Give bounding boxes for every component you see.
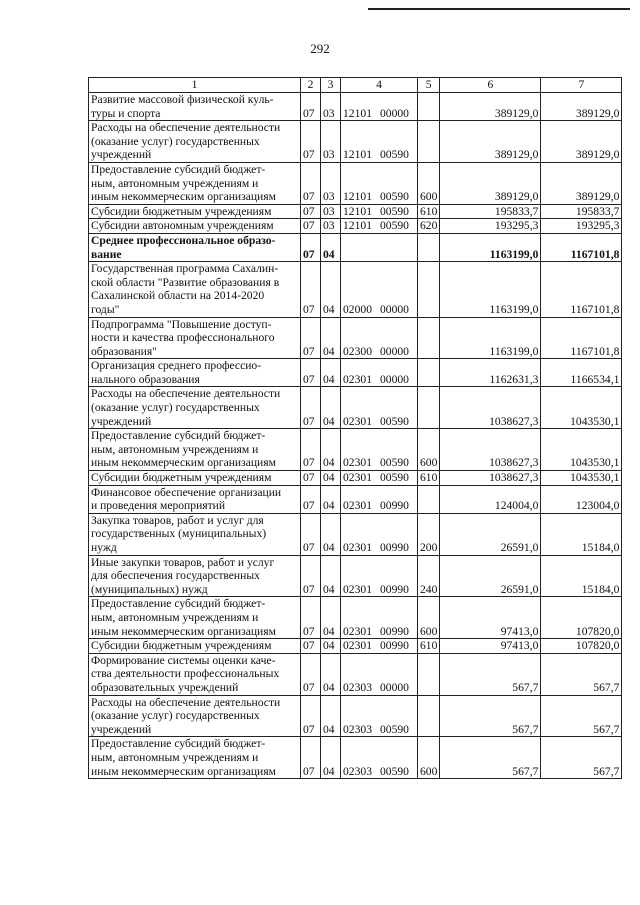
target-article-code: [341, 737, 418, 779]
item-code: 00990: [379, 499, 409, 513]
header-row: [89, 78, 622, 93]
table-row: [89, 359, 622, 387]
section-code: 07: [301, 429, 321, 471]
row-name-line: иным некоммерческим организациям: [91, 456, 276, 470]
expense-type-code: 620: [418, 219, 440, 234]
expense-type-code: 600: [418, 162, 440, 204]
target-article-code: [341, 204, 418, 219]
program-code: 02301: [343, 639, 372, 653]
subsection-code: 04: [321, 233, 341, 261]
row-name: [89, 639, 301, 654]
subsection-code: 04: [321, 695, 341, 737]
expense-type-code: [418, 695, 440, 737]
row-name-line: ным, автономным учреждениям и: [91, 176, 259, 190]
program-code: 02301: [343, 624, 372, 638]
subsection-code: 03: [321, 204, 341, 219]
row-name: [89, 262, 301, 317]
amount-year-1: 1038627,3: [440, 471, 541, 486]
program-code: 02300: [343, 344, 372, 358]
expense-type-code: [418, 359, 440, 387]
amount-year-1: 97413,0: [440, 597, 541, 639]
row-name-line: и проведения мероприятий: [91, 499, 226, 513]
target-article-code: [341, 262, 418, 317]
program-code: 02303: [343, 764, 372, 778]
row-name-line: Предоставление субсидий бюджет-: [91, 162, 266, 176]
amount-year-1: 26591,0: [440, 555, 541, 597]
expense-type-code: 600: [418, 429, 440, 471]
amount-year-1: 1163199,0: [440, 262, 541, 317]
row-name: [89, 737, 301, 779]
row-name-line: (оказание услуг) государственных: [91, 709, 260, 723]
row-name-line: Предоставление субсидий бюджет-: [91, 597, 266, 611]
row-name-line: иным некоммерческим организациям: [91, 190, 276, 204]
item-code: 00590: [379, 414, 409, 428]
subsection-code: 04: [321, 317, 341, 359]
row-name: [89, 653, 301, 695]
expense-type-code: [418, 121, 440, 163]
target-article-code: [341, 317, 418, 359]
row-name-line: Субсидии бюджетным учреждениям: [91, 639, 272, 653]
program-code: 02301: [343, 499, 372, 513]
table-row: [89, 653, 622, 695]
expense-type-code: 200: [418, 513, 440, 555]
row-name: [89, 317, 301, 359]
table-row: [89, 639, 622, 654]
table-row: [89, 262, 622, 317]
row-name-line: Расходы на обеспечение деятельности: [91, 387, 281, 401]
subsection-code: 04: [321, 471, 341, 486]
section-code: 07: [301, 597, 321, 639]
section-code: 07: [301, 359, 321, 387]
row-name-line: государственных (муниципальных): [91, 527, 267, 541]
row-name: [89, 233, 301, 261]
table-row: [89, 121, 622, 163]
row-name: [89, 387, 301, 429]
target-article-code: [341, 695, 418, 737]
amount-year-1: 389129,0: [440, 162, 541, 204]
row-name-line: (муниципальных) нужд: [91, 582, 208, 596]
item-code: 00990: [379, 624, 409, 638]
table-row: [89, 233, 622, 261]
expense-type-code: 600: [418, 597, 440, 639]
row-name: [89, 204, 301, 219]
amount-year-2: 15184,0: [541, 555, 622, 597]
row-name-line: Предоставление субсидий бюджет-: [91, 429, 266, 443]
section-code: 07: [301, 555, 321, 597]
table-row: [89, 429, 622, 471]
row-name: [89, 471, 301, 486]
row-name-line: туры и спорта: [91, 106, 161, 120]
expense-type-code: 240: [418, 555, 440, 597]
row-name: [89, 359, 301, 387]
column-header: 1: [89, 78, 301, 93]
row-name-line: ным, автономным учреждениям и: [91, 750, 259, 764]
expense-type-code: [418, 317, 440, 359]
budget-table: [88, 77, 622, 779]
program-code: 12101: [343, 190, 372, 204]
table-body: [89, 93, 622, 779]
program-code: 02301: [343, 471, 372, 485]
amount-year-2: 123004,0: [541, 485, 622, 513]
amount-year-2: 195833,7: [541, 204, 622, 219]
item-code: 00590: [379, 722, 409, 736]
item-code: 00000: [379, 106, 409, 120]
amount-year-2: 389129,0: [541, 121, 622, 163]
row-name: [89, 429, 301, 471]
expense-type-code: 610: [418, 471, 440, 486]
amount-year-2: 1043530,1: [541, 387, 622, 429]
amount-year-2: 567,7: [541, 653, 622, 695]
item-code: 00000: [379, 372, 409, 386]
target-article-code: [341, 471, 418, 486]
section-code: 07: [301, 471, 321, 486]
row-name-line: ным, автономным учреждениям и: [91, 442, 259, 456]
row-name-line: Субсидии бюджетным учреждениям: [91, 471, 272, 485]
program-code: 12101: [343, 219, 372, 233]
row-name-line: для обеспечения государственных: [91, 569, 260, 583]
section-code: 07: [301, 262, 321, 317]
row-name: [89, 162, 301, 204]
column-header: 3: [321, 78, 341, 93]
subsection-code: 04: [321, 555, 341, 597]
row-name-line: нужд: [91, 541, 117, 554]
item-code: 00990: [379, 541, 409, 554]
column-header: 5: [418, 78, 440, 93]
item-code: 00590: [379, 148, 409, 162]
amount-year-2: 567,7: [541, 737, 622, 779]
program-code: 12101: [343, 204, 372, 218]
amount-year-2: 107820,0: [541, 639, 622, 654]
row-name-line: Сахалинской области на 2014-2020: [91, 289, 265, 303]
program-code: 02303: [343, 722, 372, 736]
row-name-line: Субсидии бюджетным учреждениям: [91, 204, 272, 218]
amount-year-1: 1038627,3: [440, 429, 541, 471]
row-name-line: Предоставление субсидий бюджет-: [91, 737, 266, 751]
amount-year-2: 389129,0: [541, 162, 622, 204]
section-code: 07: [301, 695, 321, 737]
subsection-code: 03: [321, 93, 341, 121]
amount-year-2: 1167101,8: [541, 317, 622, 359]
subsection-code: 04: [321, 513, 341, 555]
expense-type-code: [418, 653, 440, 695]
target-article-code: [341, 219, 418, 234]
row-name: [89, 695, 301, 737]
amount-year-2: 1043530,1: [541, 429, 622, 471]
row-name: [89, 121, 301, 163]
subsection-code: 04: [321, 597, 341, 639]
row-name-line: Развитие массовой физической куль-: [91, 93, 274, 106]
table-row: [89, 513, 622, 555]
section-code: 07: [301, 485, 321, 513]
amount-year-1: 567,7: [440, 695, 541, 737]
row-name-line: Закупка товаров, работ и услуг для: [91, 513, 264, 527]
program-code: 02301: [343, 414, 372, 428]
table-row: [89, 597, 622, 639]
program-code: 02301: [343, 582, 372, 596]
subsection-code: 04: [321, 653, 341, 695]
column-header: 4: [341, 78, 418, 93]
row-name-line: Расходы на обеспечение деятельности: [91, 121, 281, 135]
program-code: 02301: [343, 372, 372, 386]
table-row: [89, 471, 622, 486]
program-code: 02303: [343, 680, 372, 694]
expense-type-code: [418, 485, 440, 513]
expense-type-code: 610: [418, 639, 440, 654]
row-name-line: (оказание услуг) государственных: [91, 134, 260, 148]
target-article-code: [341, 555, 418, 597]
table-row: [89, 219, 622, 234]
expense-type-code: [418, 387, 440, 429]
section-code: 07: [301, 219, 321, 234]
row-name-line: учреждений: [91, 148, 152, 162]
row-name-line: Иные закупки товаров, работ и услуг: [91, 555, 275, 569]
target-article-code: [341, 485, 418, 513]
amount-year-2: 389129,0: [541, 93, 622, 121]
amount-year-2: 1167101,8: [541, 233, 622, 261]
row-name-line: иным некоммерческим организациям: [91, 624, 276, 638]
subsection-code: 04: [321, 359, 341, 387]
row-name-line: учреждений: [91, 722, 152, 736]
target-article-code: [341, 162, 418, 204]
target-article-code: [341, 639, 418, 654]
amount-year-1: 193295,3: [440, 219, 541, 234]
program-code: 12101: [343, 148, 372, 162]
subsection-code: 04: [321, 387, 341, 429]
target-article-code: [341, 513, 418, 555]
section-code: 07: [301, 653, 321, 695]
target-article-code: [341, 93, 418, 121]
amount-year-1: 26591,0: [440, 513, 541, 555]
amount-year-1: 1162631,3: [440, 359, 541, 387]
subsection-code: 04: [321, 737, 341, 779]
row-name-line: Расходы на обеспечение деятельности: [91, 695, 281, 709]
row-name: [89, 513, 301, 555]
table-row: [89, 387, 622, 429]
program-code: 02301: [343, 456, 372, 470]
row-name-line: Финансовое обеспечение организации: [91, 485, 282, 499]
row-name-line: ным, автономным учреждениям и: [91, 610, 259, 624]
table-row: [89, 162, 622, 204]
expense-type-code: [418, 233, 440, 261]
target-article-code: [341, 387, 418, 429]
target-article-code: [341, 429, 418, 471]
table-row: [89, 93, 622, 121]
row-name-line: учреждений: [91, 414, 152, 428]
table-row: [89, 317, 622, 359]
amount-year-2: 1043530,1: [541, 471, 622, 486]
amount-year-1: 124004,0: [440, 485, 541, 513]
page-number: 292: [310, 41, 330, 56]
amount-year-1: 1038627,3: [440, 387, 541, 429]
row-name-line: ства деятельности профессиональных: [91, 667, 280, 681]
row-name-line: образования": [91, 344, 157, 358]
row-name-line: Формирование системы оценки каче-: [91, 653, 276, 667]
subsection-code: 03: [321, 162, 341, 204]
program-code: 02301: [343, 541, 372, 554]
amount-year-1: 567,7: [440, 653, 541, 695]
column-header: 7: [541, 78, 622, 93]
amount-year-2: 15184,0: [541, 513, 622, 555]
amount-year-2: 1167101,8: [541, 262, 622, 317]
row-name-line: нального образования: [91, 372, 200, 386]
row-name-line: Государственная программа Сахалин-: [91, 262, 279, 276]
expense-type-code: 610: [418, 204, 440, 219]
item-code: 00590: [379, 204, 409, 218]
table-row: [89, 204, 622, 219]
section-code: 07: [301, 639, 321, 654]
section-code: 07: [301, 317, 321, 359]
item-code: 00000: [379, 344, 409, 358]
section-code: 07: [301, 162, 321, 204]
column-header: 2: [301, 78, 321, 93]
row-name: [89, 597, 301, 639]
target-article-code: [341, 597, 418, 639]
amount-year-1: 567,7: [440, 737, 541, 779]
expense-type-code: [418, 262, 440, 317]
section-code: 07: [301, 233, 321, 261]
item-code: 00590: [379, 190, 409, 204]
row-name-line: ности и качества профессионального: [91, 331, 275, 345]
item-code: 00000: [379, 302, 409, 316]
amount-year-1: 389129,0: [440, 121, 541, 163]
row-name-line: (оказание услуг) государственных: [91, 401, 260, 415]
row-name-line: образовательных учреждений: [91, 680, 239, 694]
section-code: 07: [301, 387, 321, 429]
target-article-code: [341, 121, 418, 163]
target-article-code: [341, 233, 418, 261]
item-code: 00990: [379, 639, 409, 653]
row-name-line: Организация среднего профессио-: [91, 359, 262, 373]
amount-year-2: 107820,0: [541, 597, 622, 639]
section-code: 07: [301, 121, 321, 163]
target-article-code: [341, 653, 418, 695]
amount-year-2: 567,7: [541, 695, 622, 737]
row-name-line: Среднее профессиональное образо-: [91, 233, 276, 247]
subsection-code: 04: [321, 485, 341, 513]
table-row: [89, 737, 622, 779]
amount-year-1: 195833,7: [440, 204, 541, 219]
expense-type-code: [418, 93, 440, 121]
section-code: 07: [301, 513, 321, 555]
target-article-code: [341, 359, 418, 387]
item-code: 00590: [379, 219, 409, 233]
item-code: 00590: [379, 471, 409, 485]
subsection-code: 04: [321, 639, 341, 654]
program-code: 12101: [343, 106, 372, 120]
row-name: [89, 219, 301, 234]
expense-type-code: 600: [418, 737, 440, 779]
amount-year-1: 1163199,0: [440, 317, 541, 359]
program-code: 02000: [343, 302, 372, 316]
row-name: [89, 485, 301, 513]
row-name: [89, 555, 301, 597]
row-name-line: ской области "Развитие образования в: [91, 275, 280, 289]
amount-year-1: 97413,0: [440, 639, 541, 654]
section-code: 07: [301, 737, 321, 779]
amount-year-1: 1163199,0: [440, 233, 541, 261]
row-name-line: Субсидии автономным учреждениям: [91, 219, 274, 233]
row-name-line: иным некоммерческим организациям: [91, 764, 276, 778]
subsection-code: 04: [321, 429, 341, 471]
item-code: 00590: [379, 764, 409, 778]
top-rule: [368, 8, 630, 10]
subsection-code: 03: [321, 121, 341, 163]
subsection-code: 03: [321, 219, 341, 234]
item-code: 00990: [379, 582, 409, 596]
subsection-code: 04: [321, 262, 341, 317]
row-name: [89, 93, 301, 121]
amount-year-1: 389129,0: [440, 93, 541, 121]
section-code: 07: [301, 204, 321, 219]
row-name-line: вание: [91, 247, 122, 261]
table-row: [89, 695, 622, 737]
row-name-line: годы": [91, 302, 120, 316]
section-code: 07: [301, 93, 321, 121]
amount-year-2: 1166534,1: [541, 359, 622, 387]
column-header: 6: [440, 78, 541, 93]
amount-year-2: 193295,3: [541, 219, 622, 234]
item-code: 00590: [379, 456, 409, 470]
item-code: 00000: [379, 680, 409, 694]
row-name-line: Подпрограмма "Повышение доступ-: [91, 317, 272, 331]
table-row: [89, 555, 622, 597]
table-row: [89, 485, 622, 513]
